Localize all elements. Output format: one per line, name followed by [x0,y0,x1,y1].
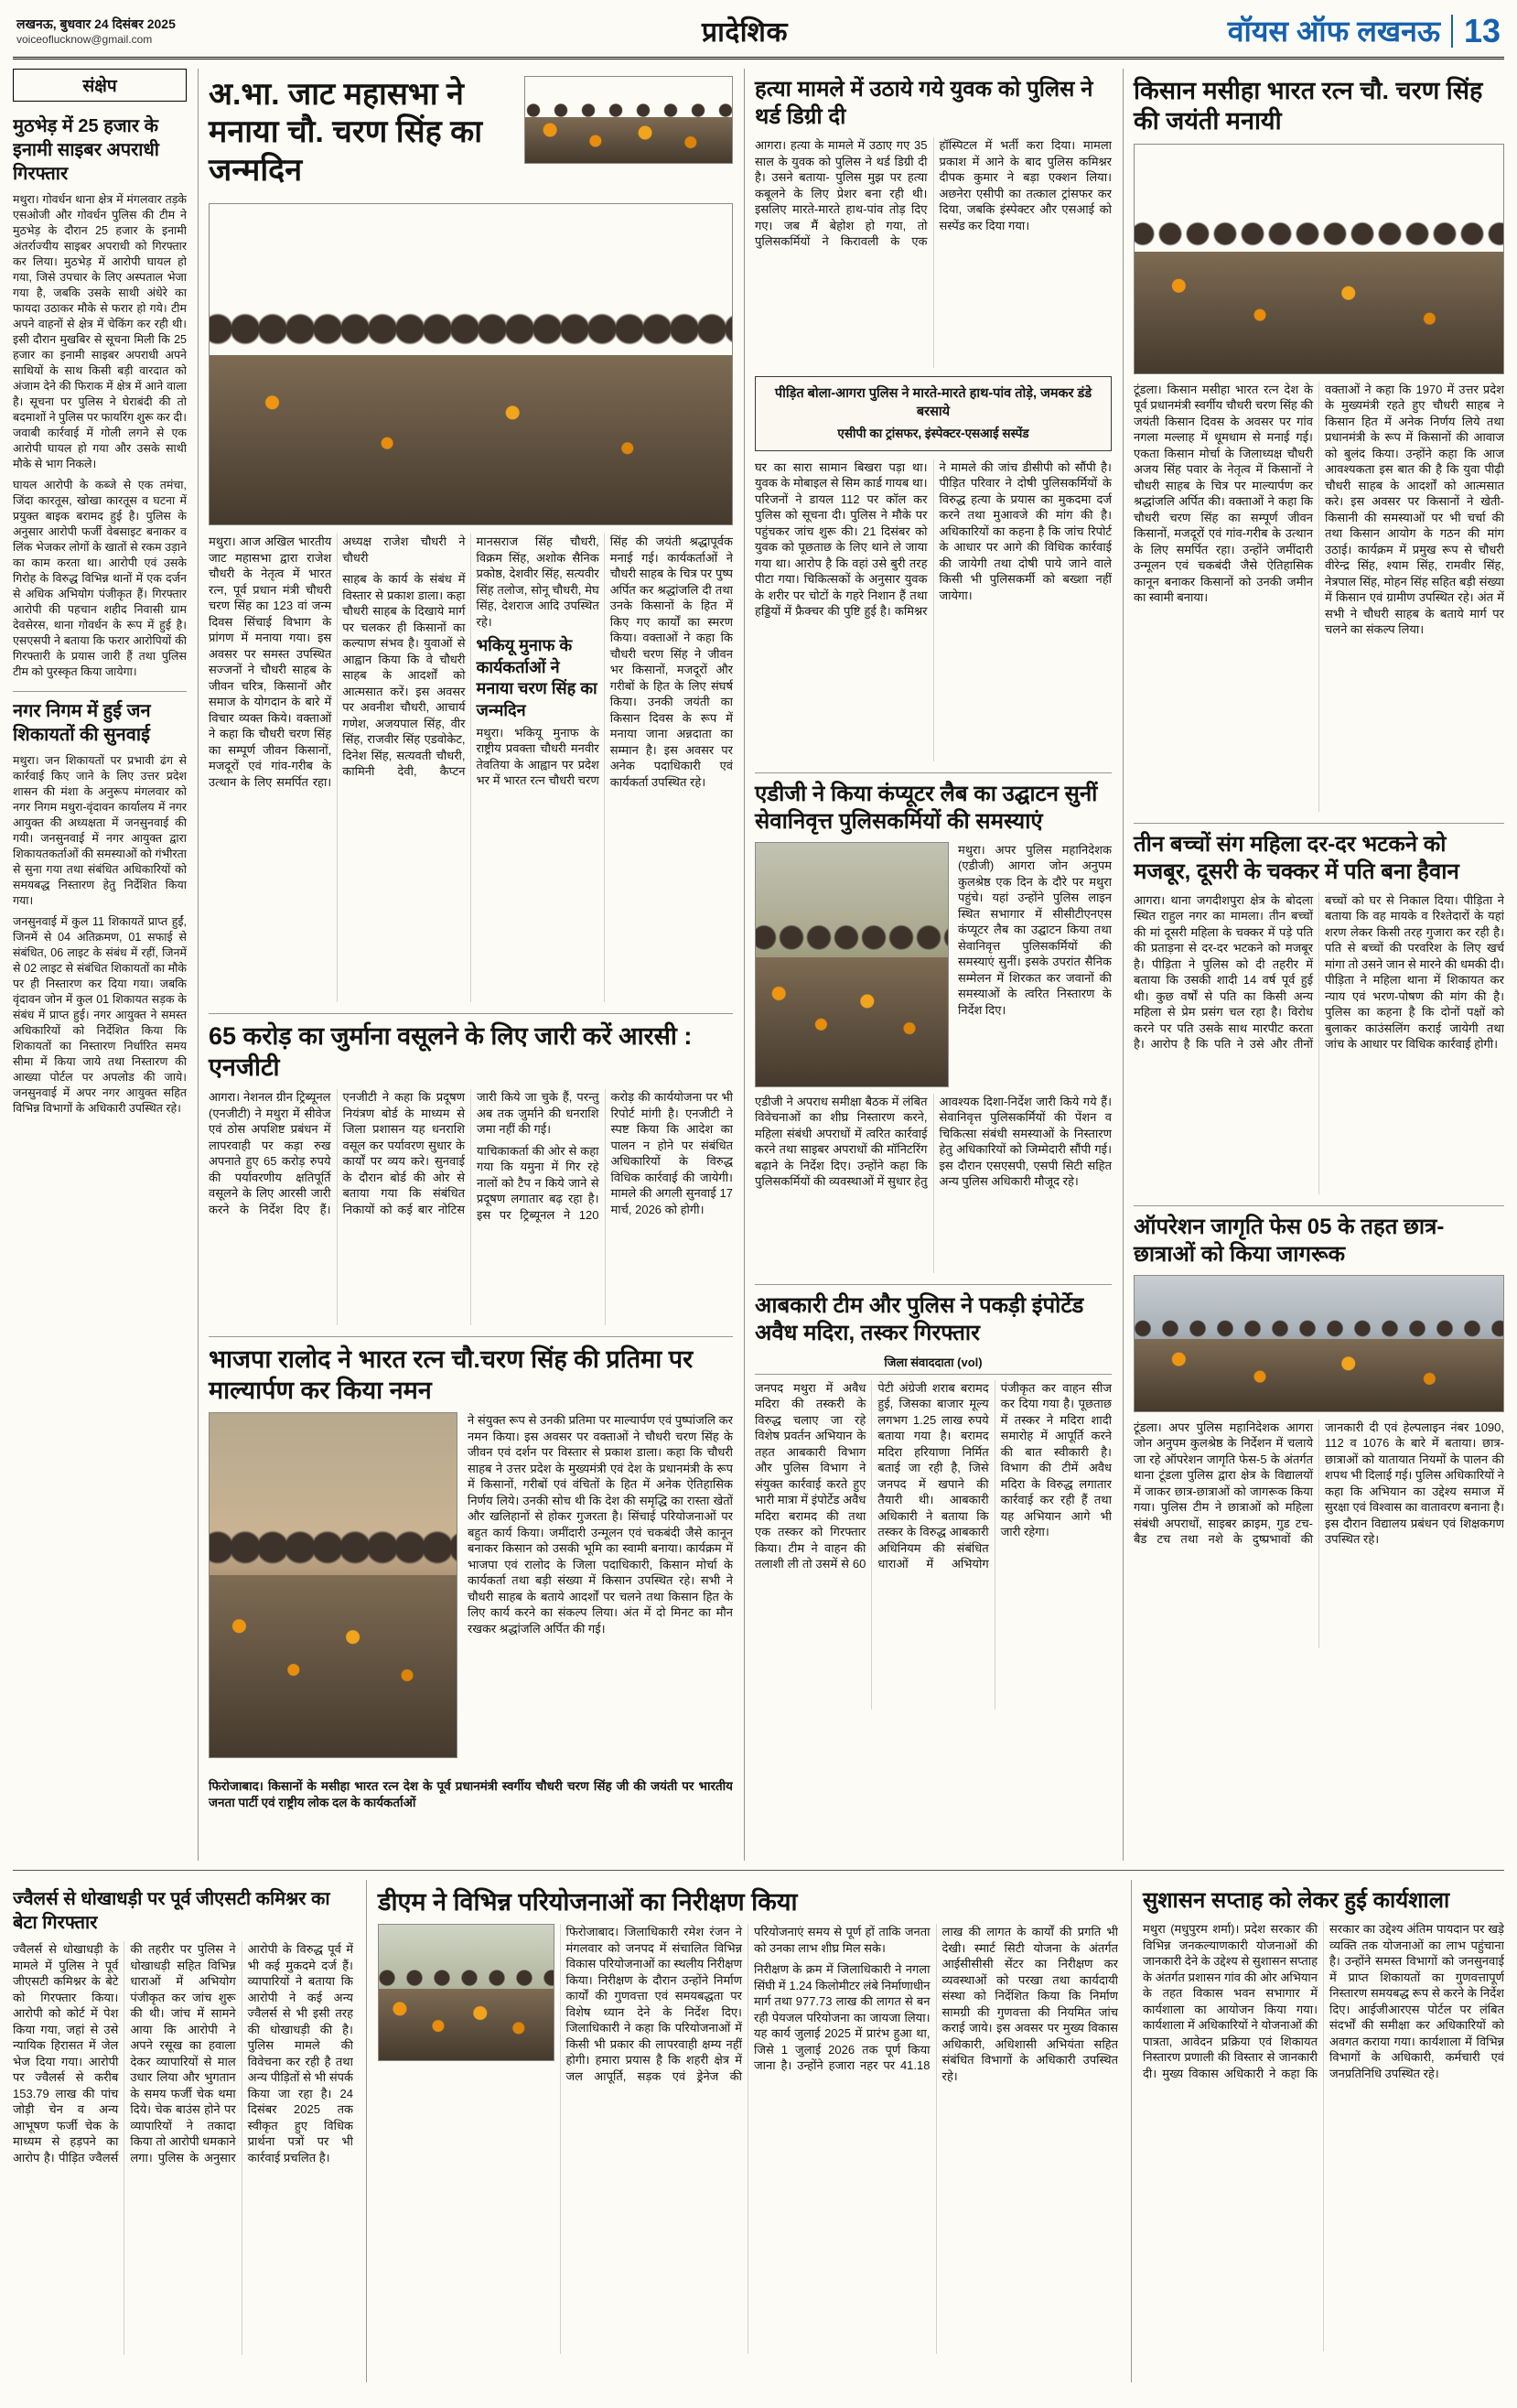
photo-jagriti-awareness [1134,1275,1504,1412]
masthead-left [16,16,291,46]
headline-bkiu-munaf: भकियू मुनाफ के कार्यकर्ताओं ने मनाया चरण सिंह का जन्मदिन [476,636,597,719]
photo-kisan-jayanti [1134,144,1504,374]
headline-cyber-criminal: मुठभेड़ में 25 हजार के इनामी साइबर अपराधी गिरफ्तार [13,116,159,184]
kisan-body-columns [1134,382,1504,812]
photo-bjp-rld-tribute [209,1412,457,1758]
article-jat-mahasabha [209,69,733,1014]
photo-adg-lab-inauguration [755,842,949,1087]
headline-sushasan-workshop: सुशासन सप्ताह को लेकर हुई कार्यशाला [1143,1888,1450,1913]
jat-headline-row [209,76,733,196]
article-body: मथुरा। भकियू मुनाफ के राष्ट्रीय प्रवक्ता चौधरी मनवीर तेवतिया के आह्वान पर प्रदेश भर में भारत रत्न चौधरी चरण सिंह की जयंती श्रद्धापूर्वक मनाई गई। कार्यकर्ताओं ने चौधरी साहब के चित्र पर पुष्प अर्पित कर श्रद्धांजलि दी तथा उनके किसानों के हित में किए गए कार्यों का स्मरण किया। वक्ताओं ने कहा कि चौधरी चरण सिंह ने जीवन भर किसानों, मजदूरों और गरीबों के हित के लिए संघर्ष किया। उनकी जयंती का किसान दिवस के रूप में मनाया जाना अन्नदाता का सम्मान है। इस अवसर पर अनेक पदाधिकारी एवं कार्यकर्ता उपस्थित रहे। [476,535,733,789]
article-body: वक्ताओं ने कहा कि 1970 में उत्तर प्रदेश के मुख्यमंत्री रहते हुए चौधरी साहब ने किसान हित में अनेक निर्णय लिये तथा प्रधानमंत्री के रूप में किसानों की आवाज को बुलंद किया। उन्होंने कहा कि आज आवश्यकता इस बात की है कि युवा पीढ़ी चौधरी साहब के आदर्शों को आत्मसात करे। इस अवसर पर किसानों ने खेती-किसानी की समस्याओं पर भी चर्चा की तथा किसान आयोग के गठन की मांग उठाई। कार्यक्रम में प्रमुख रूप से चौधरी वीरेन्द्र सिंह, श्याम सिंह, रामवीर सिंह, नेत्रपाल सिंह, मोहन सिंह सहित बड़ी संख्या में किसान एवं ग्रामीण उपस्थित रहे। अंत में सभी ने चौधरी साहब के बताये मार्ग पर चलने का संकल्प लिया। [1325,382,1504,637]
photo-dm-inspection [378,1924,554,2061]
headline-excise-raid: आबकारी टीम और पुलिस ने पकड़ी इंपोर्टेड अवैध मदिरा, तस्कर गिरफ्तार [755,1292,1084,1345]
article-body: मथुरा। जन शिकायतों पर प्रभावी ढंग से कार्रवाई किए जाने के लिए उत्तर प्रदेश शासन की मंशा के अनुरूप मंगलवार को नगर निगम मथुरा-वृंदावन कार्यालय में नगर आयुक्त की अध्यक्षता में जनसुनवाई की गयी। जनसुनवाई में नगर आयुक्त द्वारा शिकायतकर्ताओं की समस्याओं को गंभीरता से सुना गया तथा संबंधित अधिकारियों को समयबद्ध निस्तारण हेतु निर्देशित किया गया। [13,754,187,907]
article-body: घर का सारा सामान बिखरा पड़ा था। युवक के मोबाइल से सिम कार्ड गायब था। परिजनों ने डायल 112 पर कॉल कर पुलिस को सूचना दी। पुलिस ने मौके पर पहुंचकर जांच शुरू की। 21 दिसंबर को युवक को पूछताछ के लिए थाने ले जाया गया था। आरोप है कि वहां उसे बुरी तरह पीटा गया। चिकित्सकों के अनुसार युवक के शरीर पर चोटों के गहरे निशान हैं तथा हड्डियों में फ्रैक्चर की पुष्टि हुई है। कमिश्नर ने मामले की जांच डीसीपी को सौंपी है। पीड़ित परिवार ने दोषी पुलिसकर्मियों के विरुद्ध हत्या के प्रयास का मुकदमा दर्ज करने तथा मुआवजे की मांग की है। अधिकारियों का कहना है कि जांच रिपोर्ट के आधार पर आगे की विधिक कार्रवाई की जायेगी तथा दोषी पाये जाने वाले किसी भी पुलिसकर्मी को बख्शा नहीं जायेगा। [755,459,1112,619]
right-column [1123,69,1504,1861]
article-dm-inspection [378,1880,1118,2365]
victim-quote-line: पीड़ित बोला-आगरा पुलिस ने मारते-मारते हाथ-पांव तोड़े, जमकर डंडे बरसाये [774,386,1092,419]
headline-jat-mahasabha: अ.भा. जाट महासभा ने मनाया चौ. चरण सिंह का जन्मदिन [209,77,483,188]
section-title: प्रादेशिक [702,17,788,48]
page-number: 13 [1451,15,1501,48]
headline-jeweller-fraud: ज्वैलर्स से धोखाधड़ी पर पूर्व जीएसटी कमिश्नर का बेटा गिरफ्तार [13,1889,330,1933]
headline-ngt-fine: 65 करोड़ का जुर्माना वसूलने के लिए जारी करें आरसी : एनजीटी [209,1022,693,1081]
headline-woman-harassment: तीन बच्चों संग महिला दर-दर भटकने को मजबूर, दूसरी के चक्कर में पति बना हैवान [1134,831,1459,884]
article-body: मथुरा। आज अखिल भारतीय जाट महासभा द्वारा राजेश चौधरी के नेतृत्व में भारत रत्न, पूर्व प्रधान मंत्री चौधरी चरण सिंह का 123 वां जन्म दिवस सिंचाई विभाग के प्रांगण में मनाया गया। इस अवसर पर समस्त उपस्थित सज्जनों ने चौधरी साहब के जीवन चरित्र, किसानों और समाज के योगदान के बारे में विचार व्यक्त किये। वक्ताओं ने कहा कि चौधरी चरण सिंह का सम्पूर्ण जीवन किसानों, मजदूरों एवं गांव-गरीब के उत्थान के लिए समर्पित रहा। अध्यक्ष राजेश चौधरी ने चौधरी [209,535,466,789]
headline-adg-lab: एडीजी ने किया कंप्यूटर लैब का उद्घाटन सुनीं सेवानिवृत्त पुलिसकर्मियों की समस्याएं [755,781,1098,834]
jat-body-columns [209,534,733,1002]
briefs-column [13,69,187,1861]
bottom-middle-cell [366,1880,1118,2382]
victim-quote-box [755,376,1112,451]
article-third-degree [755,69,1112,773]
article-body: निरीक्षण के क्रम में जिलाधिकारी ने नगला सिंघी में 1.24 किलोमीटर लंबे निर्माणाधीन मार्ग तथा 977.73 लाख की लागत से बन रही पेयजल परियोजना का जायजा लिया। यह कार्य जुलाई 2025 में प्रारंभ हुआ था, जिसे 1 जुलाई 2026 तक पूर्ण किया जाना है। उन्होंने हजारा नहर पर 41.18 लाख की लागत के कार्यों की प्रगति भी देखी। स्मार्ट सिटी योजना के अंतर्गत आईसीसीसी सेंटर का निरीक्षण कर व्यवस्थाओं को परखा तथा कार्यदायी संस्था को निर्देशित किया कि निर्माण सामग्री की गुणवत्ता की नियमित जांच कराई जाये। इस अवसर पर मुख्य विकास अधिकारी, अधिशासी अभियंता सहित संबंधित विभागों के अधिकारी उपस्थित रहे। [754,1925,1118,2083]
article-body: आगरा। थाना जगदीशपुरा क्षेत्र के बोदला स्थित राहुल नगर का मामला। तीन बच्चों की मां दूसरी महिला के चक्कर में पड़े पति की प्रताड़ना से दर-दर भटकने को मजबूर है। पीड़िता ने पुलिस को दी तहरीर में बताया कि उसकी शादी 14 वर्ष पूर्व हुई थी। कुछ वर्षों से पति का किसी अन्य महिला से प्रेम प्रसंग चल रहा है। विरोध करने पर पति उसके साथ मारपीट करता है। आरोप है कि पति ने उसे और तीनों बच्चों को घर से निकाल दिया। पीड़िता ने बताया कि वह मायके व रिश्तेदारों के यहां शरण लेकर किसी तरह गुजारा कर रही है। पति से बच्चों की परवरिश के लिए खर्च मांगा तो उसने जान से मारने की धमकी दी। पीड़िता ने महिला थाना में शिकायत कर न्याय एवं भरण-पोषण की मांग की है। पुलिस का कहना है कि दोनों पक्षों को बुलाकर काउंसलिंग कराई जायेगी तथा जांच के आधार पर विधिक कार्रवाई होगी। [1134,892,1504,1052]
headline-operation-jagriti: ऑपरेशन जागृति फेस 05 के तहत छात्र-छात्राओं को किया जागरूक [1134,1214,1445,1267]
article-body: घायल आरोपी के कब्जे से एक तमंचा, जिंदा कारतूस, खोखा कारतूस व घटना में प्रयुक्त बाइक बरामद हुई है। पुलिस के अनुसार आरोपी फर्जी वेबसाइट बनाकर व लिंक भेजकर लोगों के खातों से रकम उड़ाने का काम करता था। आरोपी एवं उसके गिरोह के विरुद्ध विभिन्न थानों में एक दर्जन से अधिक अभियोग पंजीकृत हैं। गिरफ्तार आरोपी की पहचान शहीद निवासी ग्राम देवसेरस, थाना गोवर्धन के रूप में हुई है। एसएसपी ने बताया कि फरार आरोपियों की गिरफ्तारी के प्रयास जारी हैं तथा पुलिस टीम को पुरस्कृत किया जायेगा। [13,479,187,678]
article-operation-jagriti [1134,1206,1504,1659]
article-sushasan-workshop [1143,1880,1504,2362]
murder-body-bottom [755,459,1112,761]
contact-email: voiceoflucknow@gmail.com [16,33,153,46]
bottom-zone [13,1870,1504,2382]
murder-body-top [755,137,1112,368]
headline-third-degree: हत्या मामले में उठाये गये युवक को पुलिस ने थर्ड डिग्री दी [755,77,1093,129]
bottom-left-cell [13,1880,353,2382]
article-body: साहब के कार्य के संबंध में विस्तार से प्रकाश डाला। कहा चौधरी साहब के दिखाये मार्ग पर चलकर ही किसानों का कल्याण संभव है। युवाओं से आह्वान किया कि वे चौधरी साहब के आदर्शों को आत्मसात करें। इस अवसर पर अवनीश चौधरी, आचार्य गणेश, अजयपाल सिंह, वीर सिंह, राजवीर सिंह एडवोकेट, दिनेश सिंह, सत्यवती चौधरी, कामिनी देवी, कैप्टन मानसराज सिंह चौधरी, विक्रम सिंह, अशोक सैनिक प्रकोष्ठ, देशवीर सिंह, सत्यवीर सिंह तलोज, सोनू चौधरी, मेघ सिंह, देशराज आदि उपस्थित रहे। [342,535,599,779]
photo-jat-event-top [524,76,733,164]
article-ngt-fine [209,1014,733,1337]
article-kisan-masiha [1134,69,1504,824]
briefs-label: संक्षेप [13,69,187,102]
headline-dm-inspection: डीएम ने विभिन्न परियोजनाओं का निरीक्षण किया [378,1888,798,1916]
photo-jat-event [209,203,733,525]
top-zone [13,69,1504,1861]
headline-bjp-rld: भाजपा रालोद ने भारत रत्न चौ.चरण सिंह की प्रतिमा पर माल्यार्पण कर किया नमन [209,1345,694,1404]
sushasan-body-columns [1143,1921,1504,2351]
excise-body-columns [755,1380,1112,1710]
article-excise-raid [755,1285,1112,1721]
headline-nagar-nigam: नगर निगम में हुई जन शिकायतों की सुनवाई [13,701,151,745]
main-column [198,69,733,1861]
article-body: आगरा। हत्या के मामले में उठाए गए 35 साल के युवक को पुलिस ने थर्ड डिग्री दी है। उसने बताया- पुलिस मुझ पर हत्या कबूलने के लिए प्रेशर बना रही थी। इसलिए मारते-मारते हाथ-पांव तोड़ दिए गए। जब मैं बेहोश हो गया, तो पुलिसकर्मियों ने किरावली के एक हॉस्पिटल में भर्ती करा दिया। मामला प्रकाश में आने के बाद पुलिस कमिश्नर दीपक कुमार ने बड़ा एक्शन लिया। अछनेरा एसीपी का तत्काल ट्रांसफर कर दिया, जबकि इंस्पेक्टर और एसआई को सस्पेंड कर दिया गया। [755,138,1112,248]
bjp-lead-strip: फिरोजाबाद। किसानों के मसीहा भारत रत्न देश के पूर्व प्रधानमंत्री स्वर्गीय चौधरी चरण सिंह जी की जयंती पर भारतीय जनता पार्टी एवं राष्ट्रीय लोक दल के कार्यकर्ताओं [209,1779,733,1809]
article-bjp-rld-tribute [209,1337,733,1821]
action-taken-line: एसीपी का ट्रांसफर, इंस्पेक्टर-एसआई सस्पेंड [837,427,1029,441]
article-body: जनपद मथुरा में अवैध मदिरा की तस्करी के विरुद्ध चलाए जा रहे विशेष प्रवर्तन अभियान के तहत आबकारी विभाग और पुलिस विभाग ने संयुक्त कार्रवाई करते हुए भारी मात्रा में इंपोर्टेड अवैध मदिरा बरामद की तथा एक तस्कर को गिरफ्तार किया। टीम ने वाहन की तलाशी ली तो उसमें से 60 पेटी अंग्रेजी शराब बरामद हुई, जिसका बाजार मूल्य लगभग 1.25 लाख रुपये बताया गया है। बरामद मदिरा हरियाणा निर्मित बताई जा रही है, जिसे जनपद में खपाने की तैयारी थी। आबकारी अधिकारी ने बताया कि तस्कर के विरुद्ध आबकारी अधिनियम की संबंधित धाराओं में अभियोग पंजीकृत कर वाहन सीज कर दिया गया है। पूछताछ में तस्कर ने मदिरा शादी समारोह में आपूर्ति करने की बात स्वीकारी है। विभाग की टीमें अवैध मदिरा के विरुद्ध लगातार कार्रवाई कर रही हैं तथा यह अभियान आगे भी जारी रहेगा। [755,1380,1112,1571]
adg-body-columns [755,1094,1112,1273]
jagriti-body-columns [1134,1420,1504,1648]
article-cyber-criminal [13,107,187,692]
article-body: ज्वैलर्स से धोखाधड़ी के मामले में पुलिस ने पूर्व जीएसटी कमिश्नर के बेटे को गिरफ्तार किया। आरोपी को कोर्ट में पेश किया गया, जहां से उसे न्यायिक हिरासत में जेल भेज दिया गया। आरोपी पर ज्वैलर्स से करीब 153.79 लाख की पांच जोड़ी चेन व अन्य आभूषण फर्जी चेक के माध्यम से हड़पने का आरोप है। पीड़ित ज्वैलर्स की तहरीर पर पुलिस ने धोखाधड़ी सहित विभिन्न धाराओं में अभियोग पंजीकृत कर जांच शुरू की थी। जांच में सामने आया कि आरोपी ने अपने रसूख का हवाला देकर व्यापारियों से माल उधार लिया और भुगतान के समय फर्जी चेक थमा दिये। चेक बाउंस होने पर व्यापारियों ने तकादा किया तो आरोपी धमकाने लगा। पुलिस के अनुसार आरोपी के विरुद्ध पूर्व में भी कई मुकदमे दर्ज हैं। व्यापारियों ने बताया कि आरोपी ने कई अन्य ज्वैलर्स से भी इसी तरह की धोखाधड़ी की है। पुलिस मामले की विवेचना कर रही है तथा अन्य पीड़ितों से भी संपर्क किया जा रहा है। 24 दिसंबर 2025 तक स्वीकृत हुए विधिक प्रार्थना पत्रों पर भी कार्रवाई प्रचलित है। [13,1942,353,2165]
article-woman-harassment [1134,824,1504,1206]
article-body: टूंडला। किसान मसीहा भारत रत्न देश के पूर्व प्रधानमंत्री स्वर्गीय चौधरी चरण सिंह की जयंती किसान दिवस के अवसर पर गांव नगला मल्लाह में धूमधाम से मनाई गई। एकता किसान मोर्चा के जिलाध्यक्ष चौधरी अजय सिंह पवार के नेतृत्व में किसानों ने चौधरी साहब के चित्र पर माल्यार्पण कर श्रद्धांजलि अर्पित की। वक्ताओं ने कहा कि चौधरी चरण सिंह का सम्पूर्ण जीवन किसानों, मजदूरों एवं गांव-गरीब के उत्थान के लिए समर्पित रहा। उन्होंने जमींदारी उन्मूलन एवं चकबंदी जैसे ऐतिहासिक कानून बनाकर किसानों को उनकी जमीन का स्वामी बनाया। [1134,382,1313,605]
article-body: मथुरा। अपर पुलिस महानिदेशक (एडीजी) आगरा जोन अनुपम कुलश्रेष्ठ एक दिन के दौरे पर मथुरा पहुंचे। यहां उन्होंने पुलिस लाइन स्थित सभागार में सीसीटीएनएस कंप्यूटर लैब का उद्घाटन किया तथा सेवानिवृत्त पुलिसकर्मियों की समस्याएं सुनीं। इसके उपरांत सैनिक सम्मेलन में शिरकत कर जवानों की समस्याओं के त्वरित निस्तारण के निर्देश दिए। [958,842,1112,1017]
ngt-body-columns [209,1089,733,1325]
paper-name: वॉयस ऑफ लखनऊ [1227,15,1440,48]
masthead [13,9,1504,59]
article-body: एडीजी ने अपराध समीक्षा बैठक में लंबित विवेचनाओं का शीघ्र निस्तारण करने, महिला संबंधी अपराधों में त्वरित कार्रवाई करने तथा साइबर अपराधों की मॉनिटरिंग बढ़ाने के निर्देश दिए। उन्होंने कहा कि पुलिसकर्मियों की व्यवस्थाओं में सुधार हेतु आवश्यक दिशा-निर्देश जारी किये गये हैं। सेवानिवृत्त पुलिसकर्मियों की पेंशन व चिकित्सा संबंधी समस्याओं के निस्तारण हेतु अधिकारियों को जिम्मेदारी सौंपी गई। इस दौरान एसएसपी, एसपी सिटी सहित अन्य पुलिस अधिकारी मौजूद रहे। [755,1094,1112,1189]
headline-kisan-masiha: किसान मसीहा भारत रत्न चौ. चरण सिंह की जयंती मनायी [1134,77,1483,135]
woman-body-columns [1134,892,1504,1194]
article-body: जनसुनवाई में कुल 11 शिकायतें प्राप्त हुईं, जिनमें से 04 अतिक्रमण, 01 सफाई से संबंधित, 06 लाइट के संबंध में रहीं, जिनमें से 02 लाइट से संबंधित शिकायतों का मौके पर ही निस्तारण कर दिया गया। जबकि वृंदावन जोन में कुल 01 शिकायत सड़क के संबंध में प्राप्त हुई। नगर आयुक्त ने समस्त अधिकारियों को निर्देशित किया कि शिकायतों का निस्तारण निर्धारित समय सीमा में किया जाये तथा निस्तारण की आख्या पोर्टल पर अपलोड की जाये। जनसुनवाई में अपर नगर आयुक्त सहित विभिन्न विभागों के अधिकारी उपस्थित रहे। [13,915,187,1115]
article-body: ने संयुक्त रूप से उनकी प्रतिमा पर माल्यार्पण एवं पुष्पांजलि कर नमन किया। इस अवसर पर वक्ताओं ने चौधरी चरण सिंह के जीवन एवं दर्शन पर विस्तार से प्रकाश डाला। कहा कि चौधरी साहब ने उत्तर प्रदेश के मुख्यमंत्री एवं देश के प्रधानमंत्री के रूप में किसानों, गरीबों एवं वंचितों के हित में अनेक ऐतिहासिक निर्णय लिये। उनकी सोच थी कि देश की समृद्धि का रास्ता खेतों और खलिहानों से होकर गुजरता है। सिंचाई परियोजनाओं पर बहुत कार्य किया। जमींदारी उन्मूलन एवं चकबंदी जैसे कानून बनाकर किसान को उसकी भूमि का स्वामी बनाया। कार्यक्रम में भाजपा एवं रालोद के जिला पदाधिकारी, किसान मोर्चा के कार्यकर्ता तथा बड़ी संख्या में किसान उपस्थित रहे। सभी ने चौधरी साहब के बताये आदर्शों पर चलने तथा किसान हित के लिए कार्य करने का संकल्प लिया। अंत में दो मिनट का मौन रखकर श्रद्धांजलि अर्पित की गई। [468,1413,733,1636]
adg-row [755,842,1112,1087]
article-adg-computer-lab [755,773,1112,1285]
article-jeweller-fraud [13,1880,353,2366]
jeweller-body-columns [13,1941,353,2355]
dm-body-columns [378,1924,1118,2354]
bottom-right-cell [1131,1880,1504,2382]
fourth-column [744,69,1112,1861]
article-body: फिरोजाबाद। जिलाधिकारी रमेश रंजन ने मंगलवार को जनपद में संचालित विभिन्न विकास परियोजनाओं का स्थलीय निरीक्षण किया। निरीक्षण के दौरान उन्होंने निर्माण कार्यों की गुणवत्ता एवं समयबद्धता पर विशेष ध्यान देने के निर्देश दिए। जिलाधिकारी ने कहा कि परियोजनाओं में किसी भी प्रकार की लापरवाही क्षम्य नहीं होगी। हमारा प्रयास है कि शहरी क्षेत्र में जल आपूर्ति, सड़क एवं ड्रेनेज की परियोजनाएं समय से पूर्ण हों ताकि जनता को उनका लाभ शीघ्र मिल सके। [565,1925,931,2083]
article-body: आगरा। नेशनल ग्रीन ट्रिब्यूनल (एनजीटी) ने मथुरा में सीवेज एवं ठोस अपशिष्ट प्रबंधन में लापरवाही पर कड़ा रुख अपनाते हुए 65 करोड़ रुपये की पर्यावरणीय क्षतिपूर्ति वसूलने के लिए आरसी जारी करने के निर्देश दिए हैं। एनजीटी ने कहा कि प्रदूषण नियंत्रण बोर्ड के माध्यम से जिला प्रशासन यह धनराशि वसूल कर पर्यावरण सुधार के कार्यों पर व्यय करे। सुनवाई के दौरान बोर्ड की ओर से बताया गया कि संबंधित निकायों को कई बार नोटिस जारी किये जा चुके हैं, परन्तु अब तक जुर्माने की धनराशि जमा नहीं की गई। [209,1090,599,1216]
dateline: लखनऊ, बुधवार 24 दिसंबर 2025 [16,16,176,31]
byline-district-reporter: जिला संवाददाता (vol) [755,1354,1112,1375]
article-body: टूंडला। अपर पुलिस महानिदेशक आगरा जोन अनुपम कुलश्रेष्ठ के निर्देशन में चलाये जा रहे ऑपरेशन जागृति फेस-5 के अंतर्गत थाना टूंडला पुलिस द्वारा क्षेत्र के विद्यालयों में जाकर छात्र-छात्राओं को जागरूक किया गया। पुलिस टीम ने छात्राओं को महिला संबंधी अपराधों, साइबर क्राइम, गुड टच-बैड टच तथा नशे के दुष्प्रभावों की जानकारी दी एवं हेल्पलाइन नंबर 1090, 112 व 1076 के बारे में बताया। छात्र-छात्राओं को यातायात नियमों के पालन की शपथ भी दिलाई गई। पुलिस अधिकारियों ने कहा कि अभियान का उद्देश्य समाज में सुरक्षा एवं विश्वास का वातावरण बनाना है। इस दौरान विद्यालय प्रबंधन एवं शिक्षकगण उपस्थित रहे। [1134,1420,1504,1547]
article-nagar-nigam-hearing [13,692,187,1128]
article-body: मथुरा (मधुपुरम शर्मा)। प्रदेश सरकार की विभिन्न जनकल्याणकारी योजनाओं की जानकारी देने के उद्देश्य से सुशासन सप्ताह के अंतर्गत प्रशासन गांव की ओर अभियान के तहत विकास भवन सभागार में कार्यशाला का आयोजन किया गया। कार्यशाला में अधिकारियों ने योजनाओं की पात्रता, आवेदन प्रक्रिया एवं शिकायत निस्तारण प्रणाली की विस्तार से जानकारी दी। मुख्य विकास अधिकारी ने कहा कि सरकार का उद्देश्य अंतिम पायदान पर खड़े व्यक्ति तक योजनाओं का लाभ पहुंचाना है। उन्होंने समस्त विभागों को जनसुनवाई में प्राप्त शिकायतों का गुणवत्तापूर्ण निस्तारण समयबद्ध रूप से करने के निर्देश दिए। आईजीआरएस पोर्टल पर लंबित संदर्भों की समीक्षा कर अधिकारियों को अवगत कराया गया। कार्यशाला में विभिन्न विभागों के अधिकारी, कर्मचारी एवं जनप्रतिनिधि उपस्थित रहे। [1143,1922,1504,2080]
article-body: मथुरा। गोवर्धन थाना क्षेत्र में मंगलवार तड़के एसओजी और गोवर्धन पुलिस की टीम ने मुठभेड़ के दौरान 25 हजार के इनामी अंतर्राज्यीय साइबर अपराधी को गिरफ्तार कर लिया। मुठभेड़ में आरोपी घायल हो गया, जिसे उपचार के लिए अस्पताल भेजा गया है, जबकि उसके साथी अंधेरे का फायदा उठाकर मौके से फरार हो गये। टीम अपने वाहनों से क्षेत्र में चेकिंग कर रही थी। इसी दौरान मुखबिर से सूचना मिली कि 25 हजार का इनामी साइबर अपराधी अपने साथियों के साथ किसी बड़ी वारदात को अंजाम देने की फिराक में क्षेत्र में आने वाला है। सूचना पर पुलिस ने घेराबंदी की तो बदमाशों ने पुलिस पर फायरिंग शुरू कर दी। जवाबी कार्रवाई में गोली लगने से एक आरोपी घायल हो गया और उसके साथी मौके से भाग निकले। [13,193,187,470]
bjp-row [209,1412,733,1771]
article-body: याचिकाकर्ता की ओर से कहा गया कि यमुना में गिर रहे नालों को टैप न किये जाने से प्रदूषण लगातार बढ़ रहा है। इस पर ट्रिब्यूनल ने 120 करोड़ की कार्ययोजना पर भी रिपोर्ट मांगी है। एनजीटी ने स्पष्ट किया कि आदेश का पालन न होने पर संबंधित अधिकारियों के विरुद्ध विधिक कार्रवाई की जायेगी। मामले की अगली सुनवाई 17 मार्च, 2026 को होगी। [477,1090,733,1222]
masthead-right [1199,11,1501,50]
